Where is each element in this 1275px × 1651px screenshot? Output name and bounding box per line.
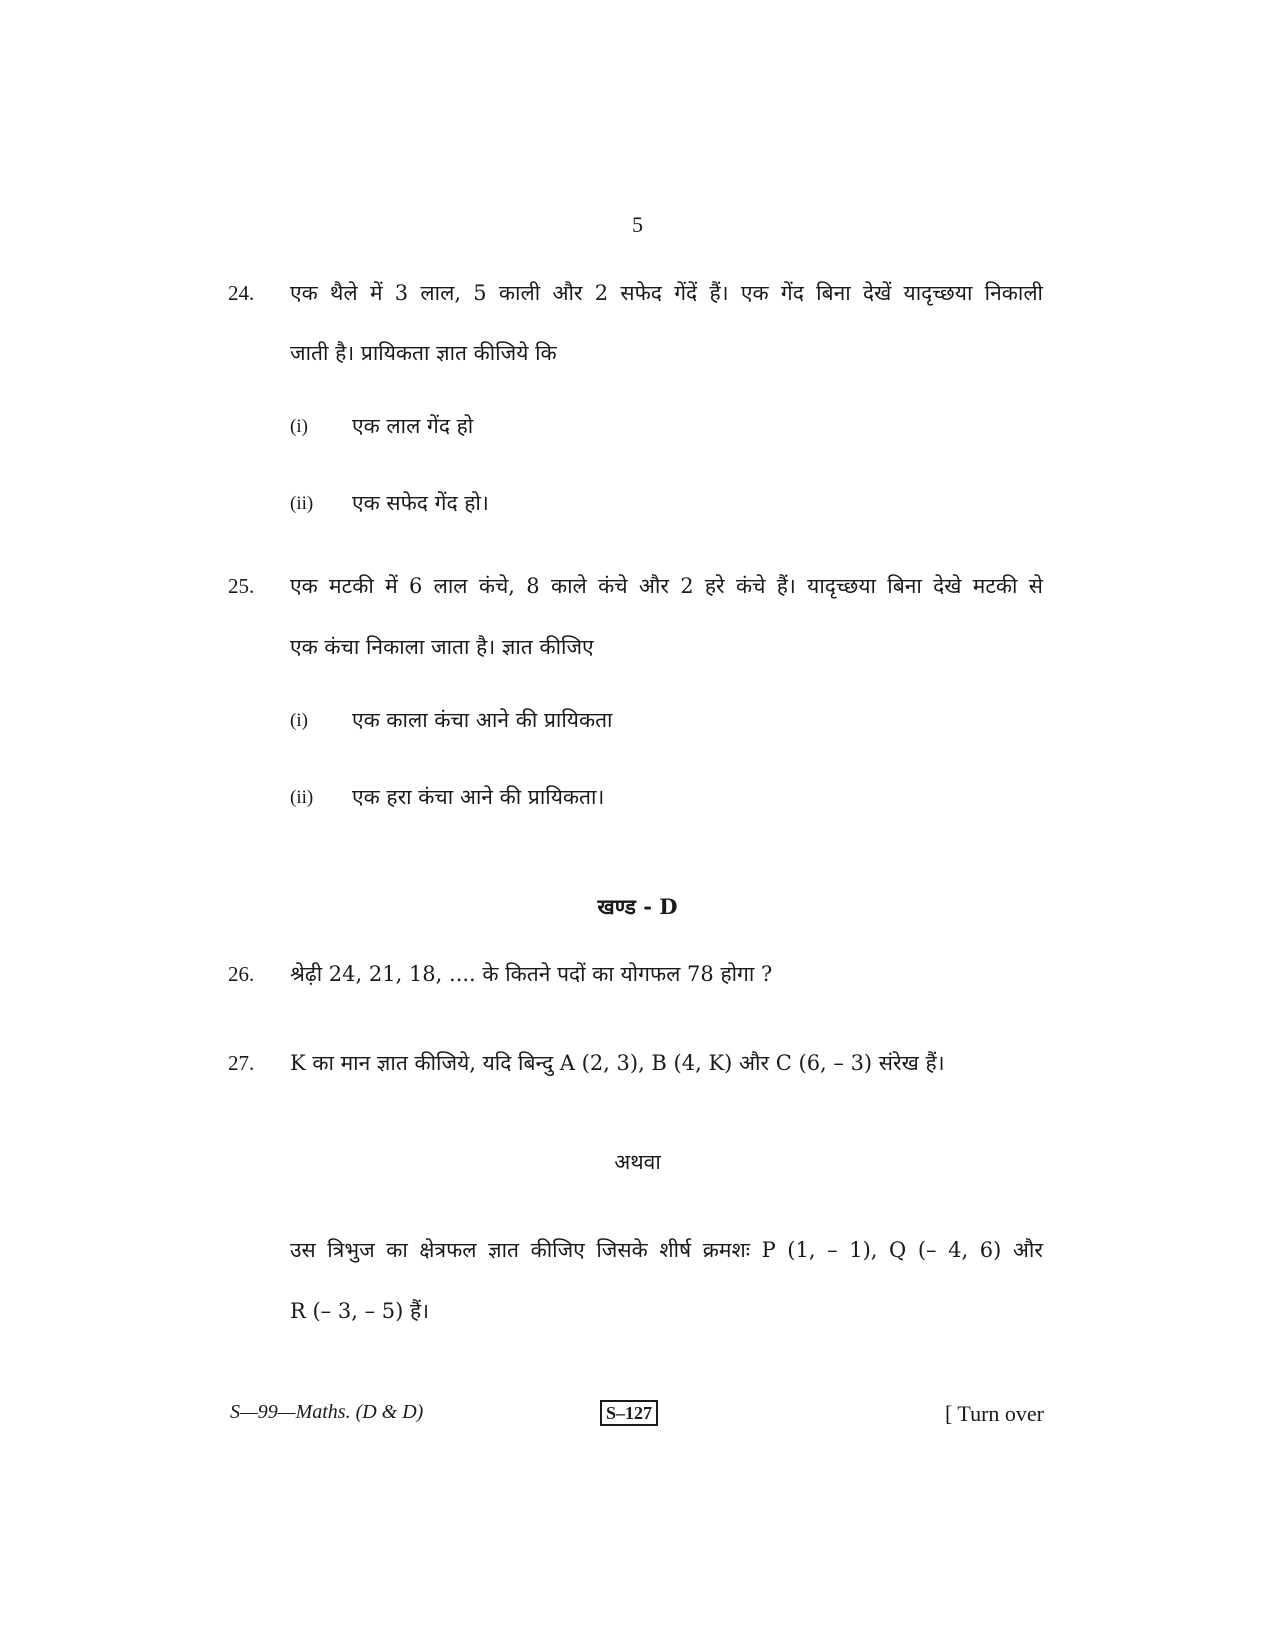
part-text: एक सफेद गेंद हो। <box>352 491 489 515</box>
part-text: एक काला कंचा आने की प्रायिकता <box>352 708 613 732</box>
question-text-line: K का मान ज्ञात कीजिये, यदि बिन्दु A (2, 3), B (4, K) और C (6, – 3) संरेख हैं। <box>290 1051 945 1075</box>
question-number: 27. <box>228 1051 255 1075</box>
question-text-line: श्रेढ़ी 24, 21, 18, .... के कितने पदों का योगफल 78 होगा ? <box>290 962 773 986</box>
section-heading: खण्ड - D <box>597 894 678 919</box>
or-label: अथवा <box>614 1150 661 1174</box>
question-text-line: जाती है। प्रायिकता ज्ञात कीजिये कि <box>290 341 557 365</box>
alternative-text-line: R (– 3, – 5) हैं। <box>290 1299 430 1323</box>
footer-series-box: S–127 <box>600 1400 658 1426</box>
part-text: एक लाल गेंद हो <box>352 414 474 438</box>
footer-paper-code: S—99—Maths. (D & D) <box>230 1401 424 1423</box>
question-text-line: एक थैले में 3 लाल, 5 काली और 2 सफेद गेंदें हैं। एक गेंद बिना देखें यादृच्छया निकाली <box>290 281 1043 305</box>
question-number: 26. <box>228 962 255 986</box>
part-marker: (ii) <box>290 787 314 808</box>
question-number: 24. <box>228 281 255 305</box>
alternative-text-line: उस त्रिभुज का क्षेत्रफल ज्ञात कीजिए जिसके शीर्ष क्रमशः P (1, – 1), Q (– 4, 6) और <box>290 1238 1043 1262</box>
part-marker: (i) <box>290 416 308 437</box>
page-number: 5 <box>632 212 643 237</box>
question-number: 25. <box>228 574 255 598</box>
footer-turn-over: [ Turn over <box>944 1401 1044 1426</box>
question-text-line: एक कंचा निकाला जाता है। ज्ञात कीजिए <box>290 635 594 659</box>
question-text-line: एक मटकी में 6 लाल कंचे, 8 काले कंचे और 2 हरे कंचे हैं। यादृच्छया बिना देखे मटकी से <box>290 574 1043 598</box>
part-marker: (ii) <box>290 493 314 514</box>
part-marker: (i) <box>290 710 308 731</box>
part-text: एक हरा कंचा आने की प्रायिकता। <box>352 785 605 809</box>
